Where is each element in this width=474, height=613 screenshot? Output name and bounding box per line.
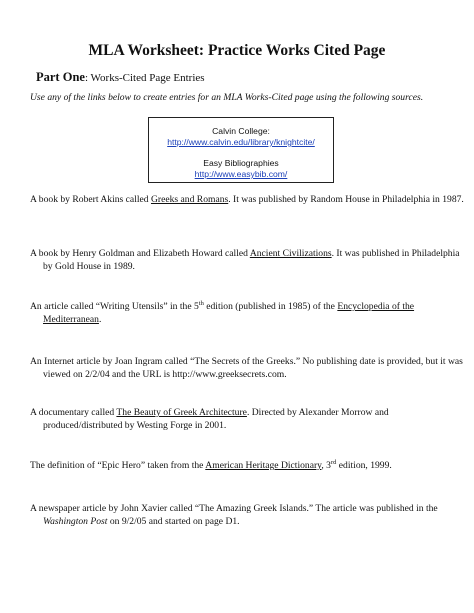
entry-title: Washington Post xyxy=(43,515,108,527)
entry-title: Ancient Civilizations xyxy=(249,248,332,259)
ordinal-suffix: rd xyxy=(330,458,337,466)
entry-text: edition (published in 1985) of the xyxy=(203,301,338,312)
entry-book-akins xyxy=(30,194,467,207)
entry-newspaper-article-xavier xyxy=(30,503,467,528)
entry-definition-epic-hero xyxy=(30,460,467,473)
instructions: Use any of the links below to create entries for an MLA Works-Cited page using the following sources. xyxy=(30,92,424,103)
easybib-link[interactable]: http://www.easybib.com/ xyxy=(194,169,288,179)
entry-title: The Beauty of Greek Architecture xyxy=(116,407,247,418)
entry-title: American Heritage Dictionary xyxy=(205,460,322,471)
entry-text: . xyxy=(98,313,102,325)
entry-text: A documentary called xyxy=(30,407,117,418)
entry-text: A newspaper article by John Xavier called “The Amazing Greek Islands.” The article was published in the xyxy=(30,503,438,514)
part-heading xyxy=(36,70,205,85)
entry-book-goldman-howard xyxy=(30,248,467,273)
entry-text: A book by Henry Goldman and Elizabeth Howard called xyxy=(30,248,250,259)
entry-documentary xyxy=(30,407,467,432)
entry-text: on 9/2/05 and started on page D1. xyxy=(107,515,240,527)
entry-text: An article called “Writing Utensils” in the 5 xyxy=(30,301,199,312)
page-title: MLA Worksheet: Practice Works Cited Page xyxy=(88,42,386,59)
entry-text: The definition of “Epic Hero” taken from the xyxy=(30,460,206,471)
calvin-college-label: Calvin College: xyxy=(212,126,270,136)
entry-title: Greeks and Romans xyxy=(150,194,229,205)
easy-bibliographies-label: Easy Bibliographies xyxy=(203,158,279,168)
resource-box xyxy=(148,117,334,183)
entry-text: A book by Robert Akins called xyxy=(30,194,151,205)
ordinal-suffix: th xyxy=(198,299,204,307)
entry-text: edition, 1999. xyxy=(336,460,392,471)
entry-text: . Directed by Alexander Morrow and produced/distributed by Westing Forge in 2001. xyxy=(43,407,389,431)
entry-text: , 3 xyxy=(321,460,331,471)
entry-internet-article-ingram: An Internet article by Joan Ingram called “The Secrets of the Greeks.” No publishing date is provided, but it was viewed on 2/2/04 and the URL is http://www.greeksecrets.com. xyxy=(30,356,463,380)
resource-spacer xyxy=(149,148,333,158)
calvin-college-link[interactable]: http://www.calvin.edu/library/knightcite/ xyxy=(167,137,315,147)
part-label: Part One xyxy=(36,70,85,84)
part-subtitle: : Works-Cited Page Entries xyxy=(84,72,205,84)
entry-title: Encyclopedia of the Mediterranean xyxy=(43,301,415,325)
entry-text: . It was published in Philadelphia by Gold House in 1989. xyxy=(43,248,460,272)
entry-article-writing-utensils xyxy=(30,301,467,326)
entry-text: . It was published by Random House in Philadelphia in 1987. xyxy=(228,194,464,205)
